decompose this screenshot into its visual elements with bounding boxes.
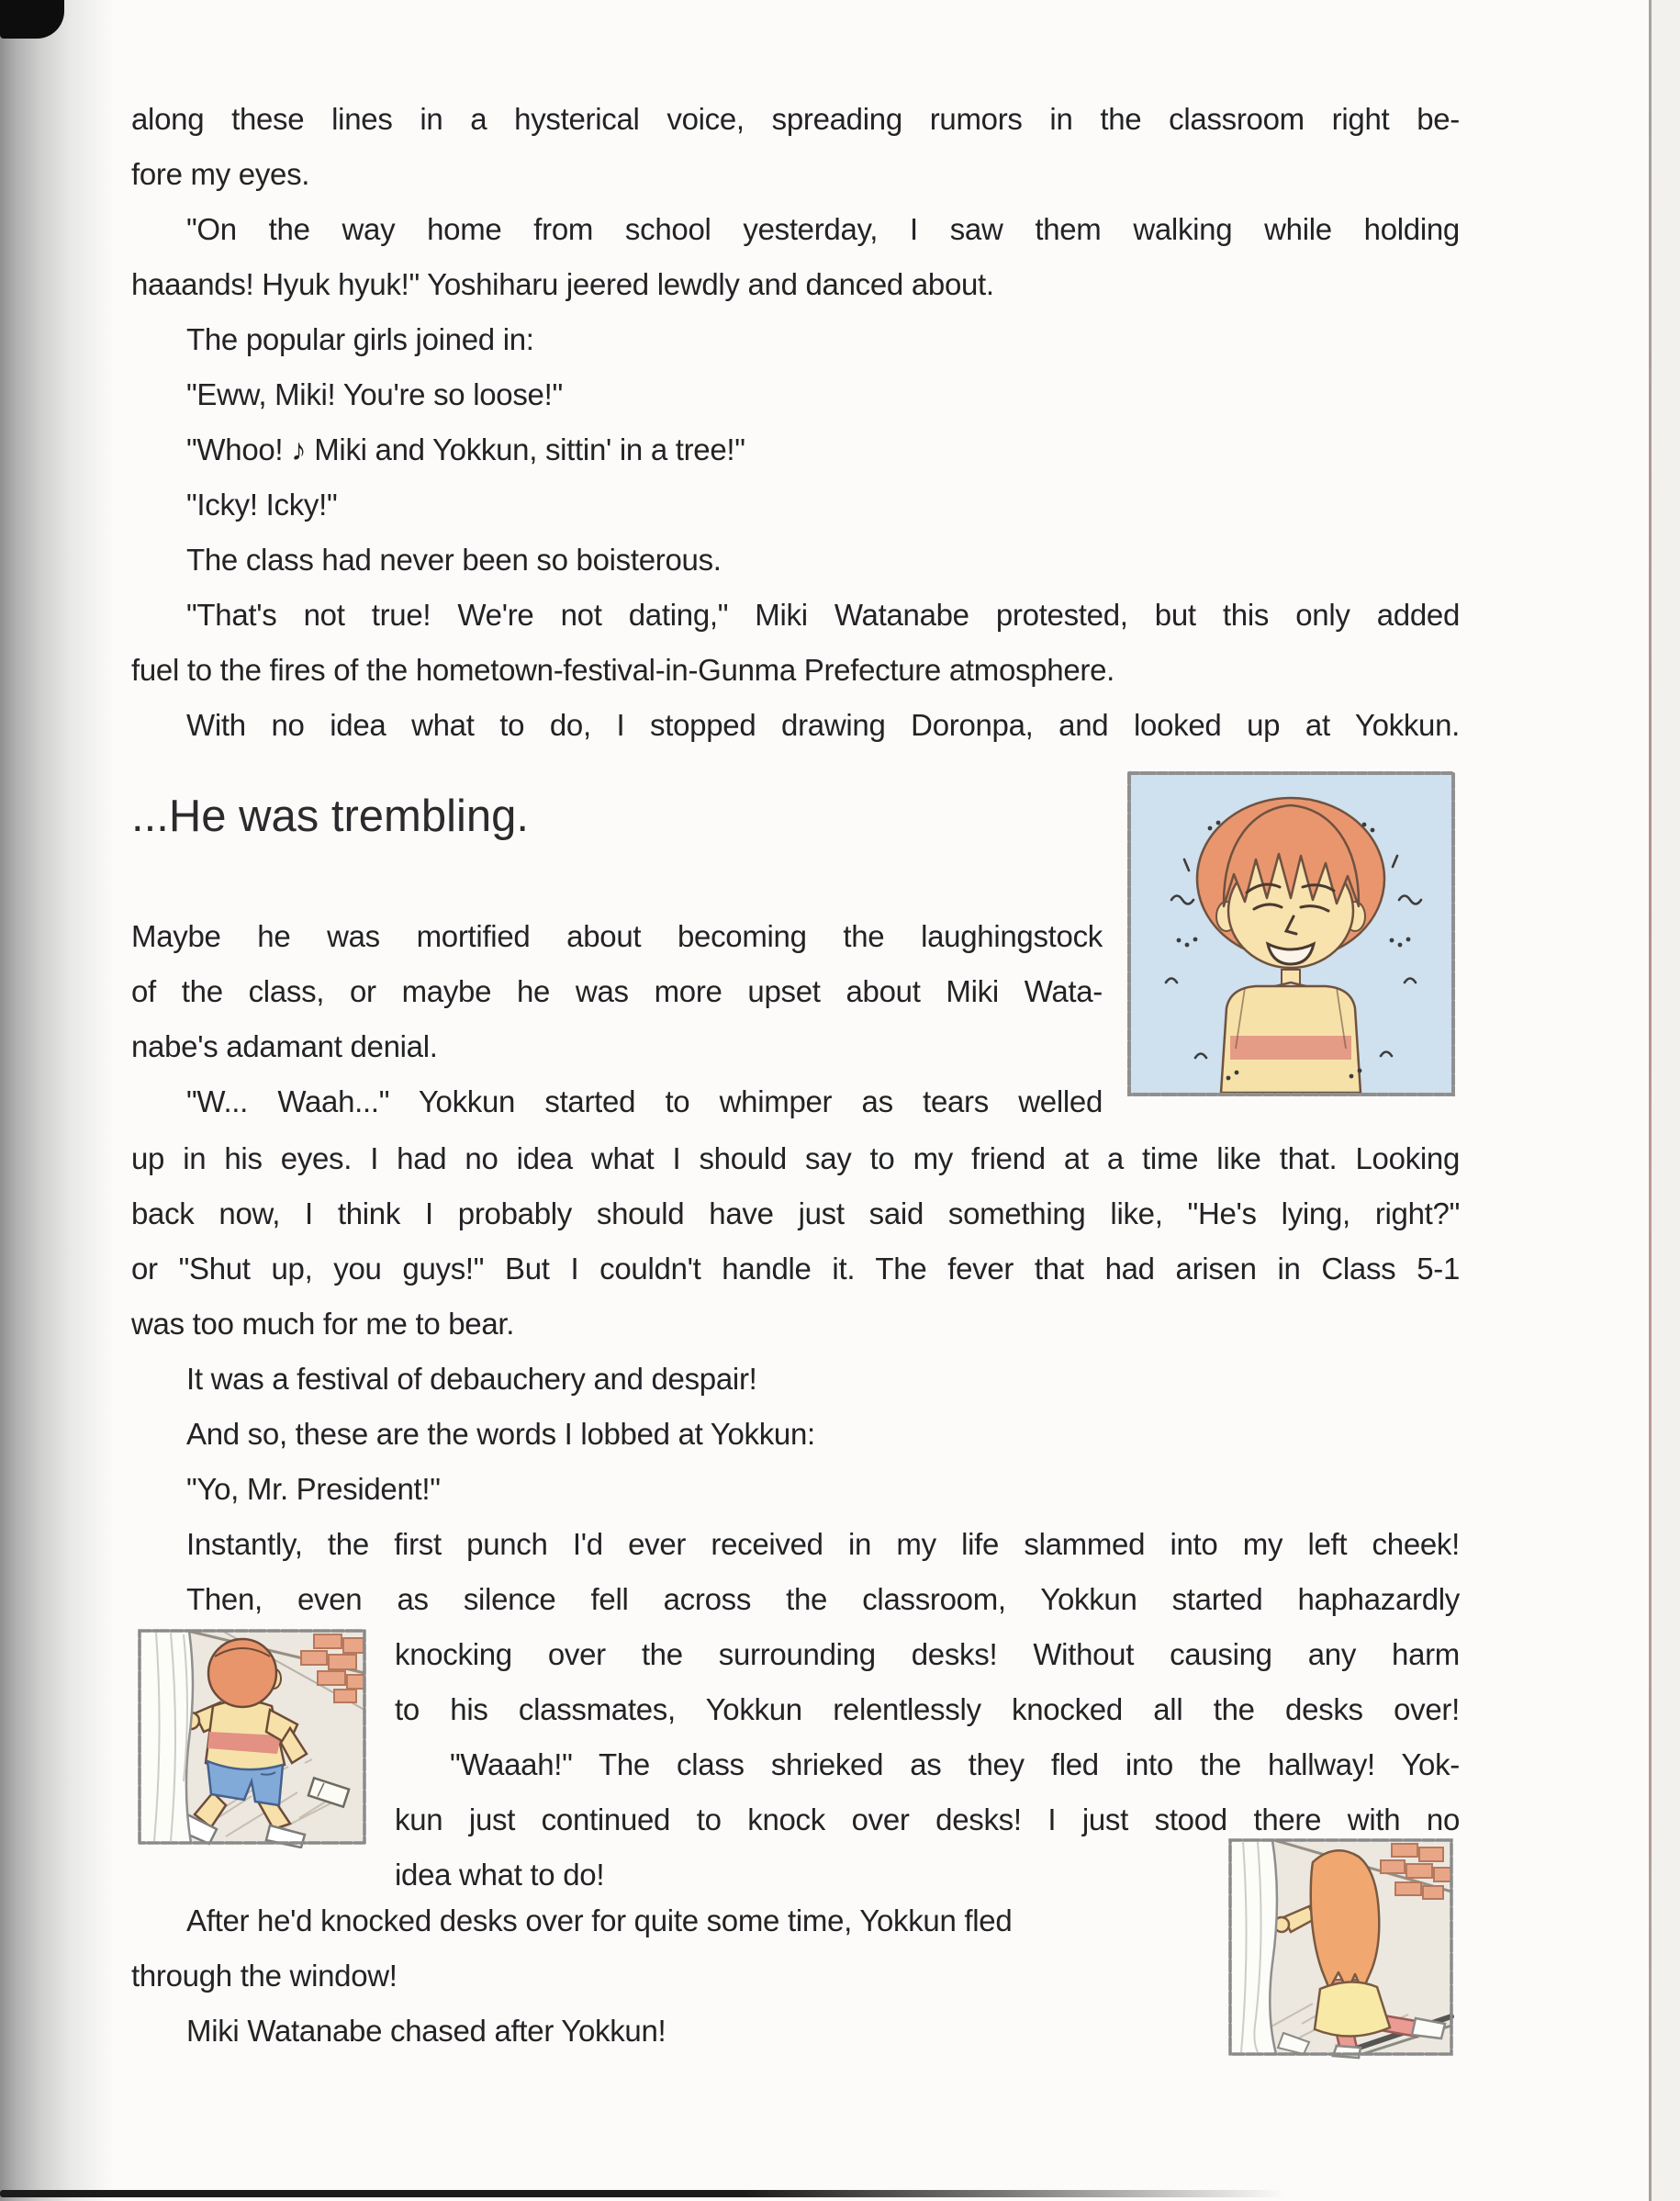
text-line: up in his eyes. I had no idea what I should say to my friend at a time like that. Looking [131,1141,1460,1175]
text-line: Maybe he was mortified about becoming the laughingstock [131,919,1103,953]
gutter-shadow [0,0,119,2201]
curtain [140,1631,193,1843]
text-line: After he'd knocked desks over for quite some time, Yokkun fled [186,1903,1013,1937]
text-column-middle [131,1131,1460,1627]
text-line: knocking over the surrounding desks! Without causing any harm [395,1637,1460,1671]
text-column-top [131,92,1460,753]
text-line: to his classmates, Yokkun relentlessly knocked all the desks over! [395,1692,1460,1726]
text-line: fore my eyes. [131,157,310,191]
text-line: "Waaah!" The class shrieked as they fled into the hallway! Yok- [450,1747,1460,1781]
text-line: "Whoo! ♪ Miki and Yokkun, sittin' in a tree!" [186,432,745,466]
text-line: through the window! [131,1959,398,1993]
text-line: of the class, or maybe he was more upset about Miki Wata- [131,974,1103,1008]
text-line: Instantly, the first punch I'd ever received in my life slammed into my left cheek! [186,1527,1460,1561]
shirt-stripe [1230,1036,1351,1060]
trembling-boy-drawing [1120,764,1462,1104]
curtain [1230,1840,1277,2054]
text-line: nabe's adamant denial. [131,1029,438,1063]
page-bottom-edge [0,2190,1285,2197]
text-column-beside-illustration [131,909,1103,1129]
text-line: was too much for me to bear. [131,1307,515,1341]
text-line: back now, I think I probably should have just said something like, "He's lying, right?" [131,1196,1460,1230]
illustration-yokkun-trembling [1120,764,1462,1104]
girl-window-drawing [1225,1835,1457,2060]
text-line: "Yo, Mr. President!" [186,1472,441,1506]
text-line: Then, even as silence fell across the classroom, Yokkun started haphazardly [186,1582,1460,1616]
text-line: or "Shut up, you guys!" But I couldn't handle it. The fever that had arisen in Class 5-1 [131,1252,1460,1286]
text-line: The class had never been so boisterous. [186,543,722,577]
text-line: The popular girls joined in: [186,322,534,356]
illustration-miki-window [1225,1835,1457,2060]
text-line: With no idea what to do, I stopped drawing Doronpa, and looked up at Yokkun. [186,708,1460,742]
text-line: fuel to the fires of the hometown-festival-in-Gunma Prefecture atmosphere. [131,653,1114,687]
page-right-margin [1652,0,1680,2201]
section-heading: ...He was trembling. [131,792,529,841]
text-line: idea what to do! [395,1858,605,1892]
text-line: along these lines in a hysterical voice, spreading rumors in the classroom right be- [131,102,1460,136]
text-line: "On the way home from school yesterday, I saw them walking while holding [186,212,1460,246]
text-line: "W... Waah..." Yokkun started to whimper as tears welled [186,1084,1103,1118]
text-line: It was a festival of debauchery and despair! [186,1362,757,1396]
text-line: And so, these are the words I lobbed at Yokkun: [186,1417,815,1451]
text-line: "That's not true! We're not dating," Miki Watanabe protested, but this only added [186,598,1460,632]
text-line: "Eww, Miki! You're so loose!" [186,377,563,411]
text-line: Miki Watanabe chased after Yokkun! [186,2014,666,2048]
illustration-yokkun-window [134,1625,370,1848]
text-line: haaands! Hyuk hyuk!" Yoshiharu jeered lewdly and danced about. [131,267,994,301]
boy-window-drawing [134,1625,370,1848]
text-line: kun just continued to knock over desks! I just stood there with no [395,1802,1460,1836]
text-column-bottom [131,1893,1205,2059]
text-line: "Icky! Icky!" [186,488,338,522]
page-right-edge [1649,0,1652,2201]
